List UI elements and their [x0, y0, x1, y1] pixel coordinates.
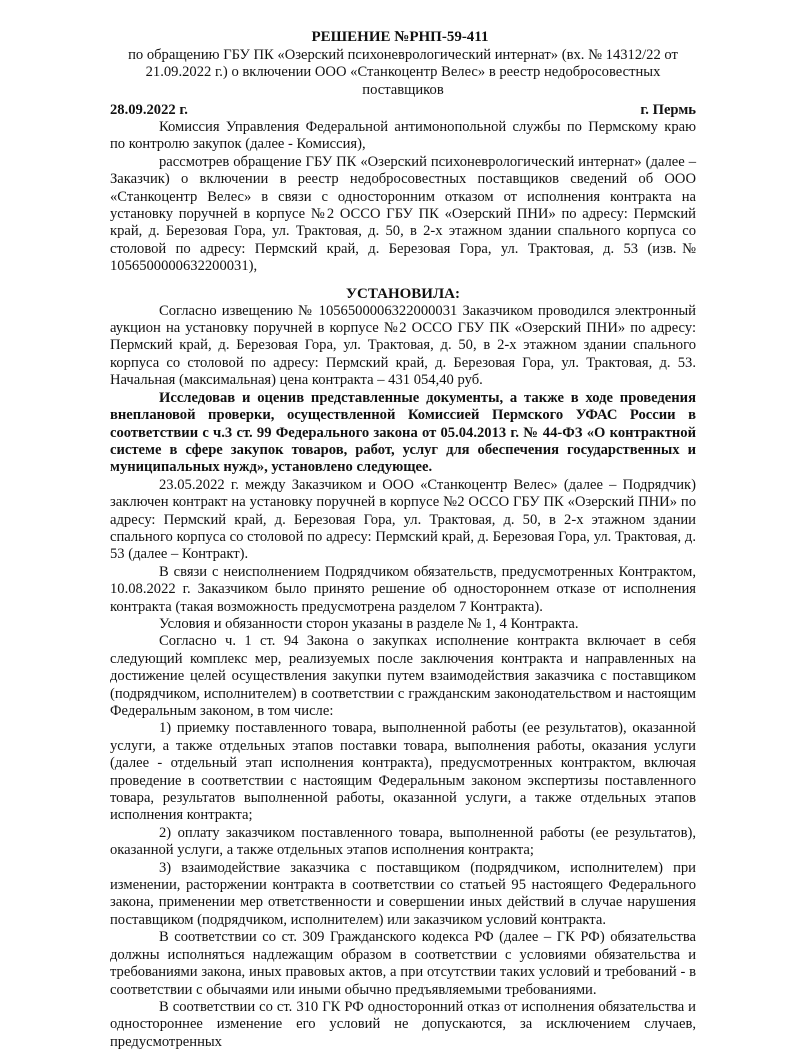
intro-paragraph: Комиссия Управления Федеральной антимонопольной службы по Пермскому краю по контролю закупок (далее - Комиссия), [110, 119, 696, 153]
body-paragraph: В соответствии со ст. 310 ГК РФ односторонний отказ от исполнения обязательства и одностороннее изменение его условий не допускаются, за исключением случаев, предусмотренных [110, 998, 696, 1050]
intro-paragraph: рассмотрев обращение ГБУ ПК «Озерский психоневрологический интернат» (далее – Заказчик) о включении в реестр недобросовестных поставщиков сведений об ООО «Станкоцентр Велес» в связи с односторонним отказом от исполнения контракта на установку поручней в корпусе №2 ОССО ГБУ ПК «Озерский ПНИ» по адресу: Пермский край, д. Березовая Гора, ул. Трактовая, д. 50, в 2-х этажном здании спального корпуса со столовой по адресу: Пермский край, д. Березовая Гора, ул. Трактовая, д. 53 (изв.№ 1056500000632200031), [110, 153, 696, 275]
section-heading: УСТАНОВИЛА: [346, 285, 460, 302]
document-title: РЕШЕНИЕ №РНП-59-411 [311, 29, 489, 45]
document-date: 28.09.2022 г. [110, 102, 188, 118]
body-paragraph: 23.05.2022 г. между Заказчиком и ООО «Станкоцентр Велес» (далее – Подрядчик) заключен контракт на установку поручней в корпусе №2 ОССО ГБУ ПК «Озерский ПНИ» по адресу: Пермский край, д. Березовая Гора, ул. Трактовая, д. 50, в 2-х этажном здании спального корпуса со столовой по адресу: Пермский край, д. Березовая Гора, ул. Трактовая, д. 53 (далее – Контракт). [110, 476, 696, 563]
body-paragraph: Согласно ч. 1 ст. 94 Закона о закупках исполнение контракта включает в себя следующий комплекс мер, реализуемых после заключения контракта и направленных на достижение целей осуществления закупки путем взаимодействия заказчика с поставщиком (подрядчиком, исполнителем) в соответствии с гражданским законодательством и настоящим Федеральным законом, в том числе: [110, 633, 696, 719]
list-item-paragraph: 1) приемку поставленного товара, выполненной работы (ее результатов), оказанной услуги, а также отдельных этапов поставки товара, выполнения работы, оказания услуги (далее - отдельный этап исполнения контракта), предусмотренных контрактом, включая проведение в соответствии с настоящим Федеральным законом экспертизы поставленного товара, результатов выполненной работы, оказанной услуги, а также отдельных этапов исполнения контракта; [110, 720, 696, 824]
body-paragraph: Согласно извещению № 1056500006322000031 Заказчиком проводился электронный аукцион на установку поручней в корпусе №2 ОССО ГБУ ПК «Озерский ПНИ» по адресу: Пермский край, д. Березовая Гора, ул. Трактовая, д. 50, в 2-х этажном здании спального корпуса со столовой по адресу: Пермский край, д. Березовая Гора, ул. Трактовая, д. 53. Начальная (максимальная) цена контракта – 431 054,40 руб. [110, 302, 696, 389]
body-paragraph: В соответствии со ст. 309 Гражданского кодекса РФ (далее – ГК РФ) обязательства должны исполняться надлежащим образом в соответствии с условиями обязательства и требованиями закона, иных правовых актов, а при отсутствии таких условий и требований - в соответствии с обычаями или иными обычно предъявляемыми требованиями. [110, 929, 696, 998]
body-paragraph: В связи с неисполнением Подрядчиком обязательств, предусмотренных Контрактом, 10.08.2022 г. Заказчиком было принято решение об одностороннем отказе от исполнения контракта (такая возможность предусмотрена разделом 7 Контракта). [110, 563, 696, 615]
body-paragraph: Условия и обязанности сторон указаны в разделе № 1, 4 Контракта. [159, 615, 579, 632]
date-line [110, 102, 696, 119]
list-item-paragraph: 2) оплату заказчиком поставленного товара, выполненной работы (ее результатов), оказанной услуги, а также отдельных этапов исполнения контракта; [110, 824, 696, 859]
body-paragraph-bold: Исследовав и оценив представленные документы, а также в ходе проведения внеплановой проверки, осуществленной Комиссией Пермского УФАС России в соответствии с ч.3 ст. 99 Федерального закона от 05.04.2013 г. № 44-ФЗ «О контрактной системе в сфере закупок товаров, работ, услуг для обеспечения государственных и муниципальных нужд», установлено следующее. [110, 389, 696, 476]
document-city: г. Пермь [640, 102, 696, 118]
document-body [110, 119, 696, 1051]
document-subtitle: по обращению ГБУ ПК «Озерский психоневрологический интернат» (вх. № 14312/22 от 21.09.2022 г.) о включении ООО «Станкоцентр Велес» в реестр недобросовестных поставщиков [128, 47, 678, 98]
list-item-paragraph: 3) взаимодействие заказчика с поставщиком (подрядчиком, исполнителем) при изменении, расторжении контракта в соответствии со статьей 95 настоящего Федерального закона, применении мер ответственности и совершении иных действий в случае нарушения поставщиком (подрядчиком, исполнителем) или заказчиком условий контракта. [110, 859, 696, 928]
